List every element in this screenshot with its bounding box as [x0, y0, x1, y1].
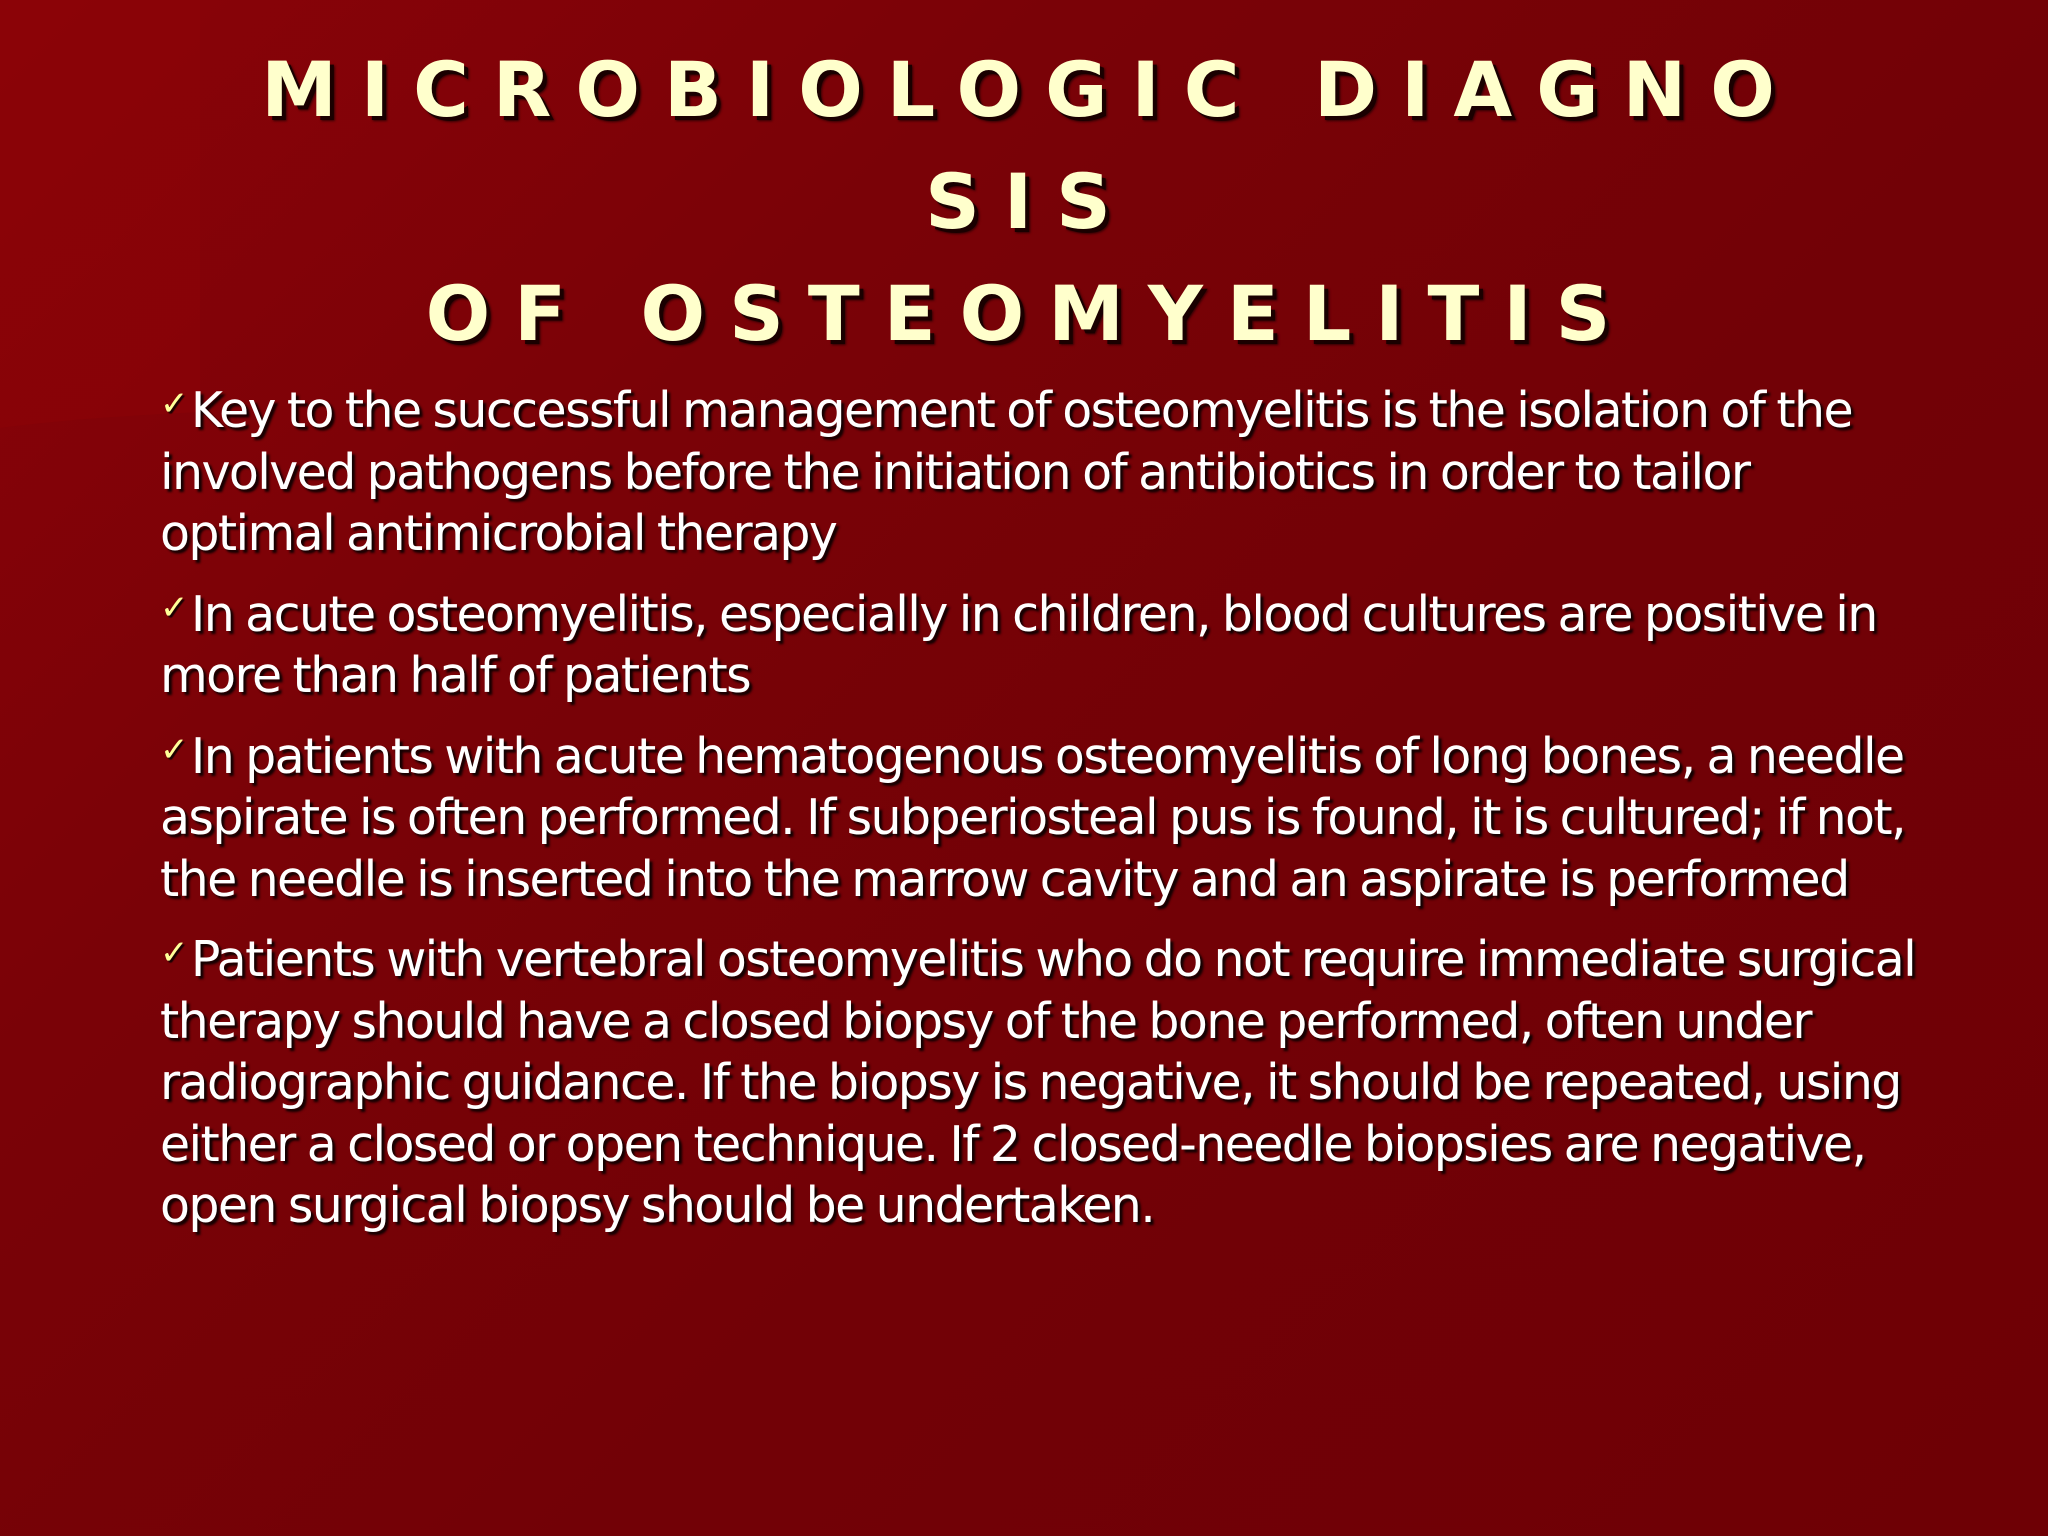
title-line-2: SIS [925, 157, 1135, 246]
title-line-3: OF OSTEOMYELITIS [425, 269, 1635, 358]
bullet-item [160, 578, 1920, 707]
checkmark-icon: ✓ [160, 933, 187, 973]
bullet-text: In acute osteomyelitis, especially in children, blood cultures are positive in more than half of patients [160, 585, 1877, 704]
bullet-item [160, 720, 1920, 911]
bullet-item [160, 374, 1920, 565]
checkmark-icon: ✓ [160, 587, 187, 628]
bullet-item [160, 923, 1920, 1237]
bullet-text: In patients with acute hematogenous osteomyelitis of long bones, a needle aspirate is often performed. If subperiosteal pus is found, it is cultured; if not, the needle is inserted into the marrow cavity and an aspirate is performed [160, 727, 1905, 908]
checkmark-icon: ✓ [160, 729, 187, 770]
bullet-text: Patients with vertebral osteomyelitis who do not require immediate surgical therapy should have a closed biopsy of the bone performed, often under radiographic guidance. If the biopsy is negative, it should be repeated, using either a closed or open technique. If 2 closed-needle biopsies are negative, open surgical biopsy should be undertaken. [160, 931, 1916, 1234]
checkmark-icon: ✓ [160, 384, 187, 424]
title-line-1: MICROBIOLOGIC DIAGNO [261, 45, 1799, 134]
bullet-list [160, 374, 1920, 1250]
bullet-text: Key to the successful management of osteomyelitis is the isolation of the involved pathogens before the initiation of antibiotics in order to tailor optimal antimicrobial therapy [160, 382, 1853, 562]
slide-title [120, 34, 1940, 370]
